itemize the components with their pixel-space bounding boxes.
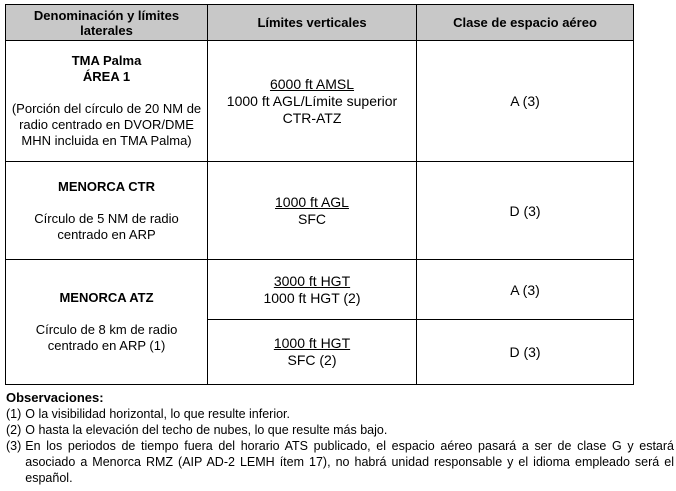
observation-note-1 [6, 406, 674, 422]
atz-description: Círculo de 8 km de radio centrado en ARP (1) [35, 322, 178, 353]
atz-upper-limit-2: 1000 ft HGT [273, 335, 351, 351]
atz-lower-limit-2: SFC (2) [287, 352, 337, 368]
tma-upper-limit: 6000 ft AMSL [269, 75, 355, 92]
atz-class-2: D (3) [417, 320, 634, 385]
tma-description: (Porción del círculo de 20 NM de radio centrado en DVOR/DME MHN incluida en TMA Palma) [11, 101, 202, 148]
atz-name: MENORCA ATZ [59, 290, 154, 305]
ctr-name: MENORCA CTR [57, 178, 155, 194]
header-lateral-limits: Denominación y límites laterales [6, 5, 208, 41]
table-row-menorca-atz-1 [6, 260, 634, 320]
atz-upper-limit-1: 3000 ft HGT [273, 272, 351, 289]
note-text-1: O la visibilidad horizontal, lo que resulte inferior. [25, 407, 291, 421]
table-header-row [6, 5, 634, 41]
observations-section [6, 390, 674, 486]
note-text-3: En los periodos de tiempo fuera del horario ATS publicado, el espacio aéreo pasará a ser de clase G y estará asociado a Menorca RMZ (AIP AD-2 LEMH ítem 17), no habrá unidad responsable y el idioma empleado será el español. [25, 439, 674, 485]
ctr-upper-limit: 1000 ft AGL [275, 193, 349, 210]
atz-lower-limit-1: 1000 ft HGT (2) [263, 289, 361, 306]
table-row-menorca-ctr [6, 162, 634, 260]
ctr-class: D (3) [417, 162, 634, 260]
ctr-vertical-cell [208, 162, 417, 260]
observation-note-3 [6, 438, 674, 486]
tma-name-line2: ÁREA 1 [82, 69, 131, 84]
atz-class-1: A (3) [417, 260, 634, 320]
observations-title: Observaciones: [6, 390, 104, 405]
note-number-2: (2) [6, 423, 22, 437]
ctr-lower-limit: SFC [298, 210, 326, 227]
header-vertical-limits: Límites verticales [208, 5, 417, 41]
atz-vertical-cell-2 [208, 320, 417, 385]
tma-name-line1: TMA Palma [71, 53, 142, 68]
note-number-3: (3) [6, 439, 22, 453]
note-number-1: (1) [6, 407, 22, 421]
ctr-description: Círculo de 5 NM de radio centrado en ARP [34, 210, 179, 242]
atz-vertical-cell-1 [208, 260, 417, 320]
tma-class: A (3) [417, 41, 634, 162]
note-text-2: O hasta la elevación del techo de nubes, lo que resulte más bajo. [25, 423, 388, 437]
table-row-tma-palma [6, 41, 634, 162]
atz-name-cell [6, 260, 208, 385]
ctr-name-cell [6, 162, 208, 260]
tma-lower-limit: 1000 ft AGL/Límite superior CTR-ATZ [226, 92, 398, 126]
header-airspace-class: Clase de espacio aéreo [417, 5, 634, 41]
airspace-table [5, 4, 634, 385]
tma-vertical-cell [208, 41, 417, 162]
tma-name-cell [6, 41, 208, 162]
observation-note-2 [6, 422, 674, 438]
